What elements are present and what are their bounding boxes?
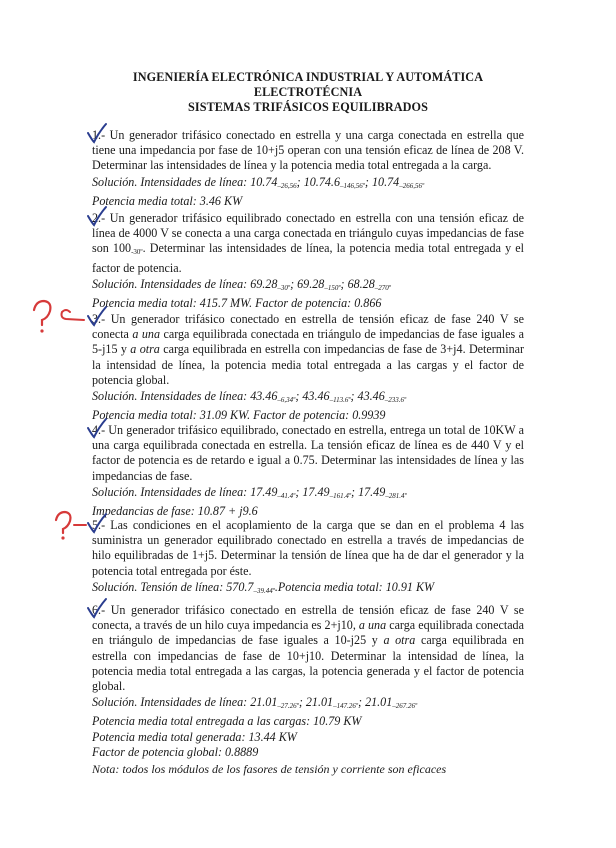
problem-statement <box>92 423 524 484</box>
header-line-2: ELECTROTÉCNIA <box>253 85 363 99</box>
question-mark-dot <box>61 536 64 539</box>
problem-statement <box>92 518 524 579</box>
problem-solution <box>92 580 524 599</box>
solution-line: Impedancias de fase: 10.87 + j9.6 <box>92 504 258 519</box>
problem-text: - Un generador trifásico equilibrado conectado en estrella con una tensión eficaz de línea de 4000 V se conecta a una carga conectada en triángulo cuyas impedancias de fase son $100_{-30º}$. Determinar las intensidades de línea, la potencia media total entregada y el factor de potencia. <box>92 211 524 275</box>
problem-solution <box>92 175 524 209</box>
problem-solution <box>92 277 524 311</box>
problem-6 <box>92 603 524 760</box>
question-mark-icon <box>56 512 70 533</box>
solution-line: Potencia media total: 415.7 MW. Factor de potencia: 0.866 <box>92 296 382 311</box>
problem-solution <box>92 389 524 423</box>
problem-number: 3. <box>92 312 102 326</box>
problem-3 <box>92 312 524 423</box>
solution-line: Solución. Intensidades de línea: $17.49_{-41.4º}$; $17.49_{-161.4º}$; $17.49_{-281.4º}$ <box>92 484 407 500</box>
problem-1 <box>92 128 524 209</box>
solution-line: Factor de potencia global: 0.8889 <box>92 744 259 759</box>
problem-text: - Un generador trifásico conectado en estrella y una carga conectada en estrella que tiene una impedancia por fase de 10+j5 operan con una tensión eficaz de línea de 208 V. Determinar las intensidades de línea y la potencia media total entregada a la carga. <box>92 128 524 173</box>
problem-solution <box>92 485 524 519</box>
problem-5 <box>92 518 524 599</box>
problem-text: - Un generador trifásico equilibrado, conectado en estrella, entrega un total de 10KW a una carga equilibrada conectada en estrella. La tensión eficaz de línea es de 440 V y el factor de potencia es de retardo e igual a 0.75. Determinar las intensidades de línea y las impedancias de fase. <box>92 423 524 483</box>
document-header <box>0 70 616 115</box>
problem-4 <box>92 423 524 519</box>
red-arrow-icon <box>62 310 85 320</box>
header-line-1: INGENIERÍA ELECTRÓNICA INDUSTRIAL Y AUTOMÁTICA <box>132 70 484 84</box>
problem-number: 5. <box>92 518 102 532</box>
solution-line: Potencia media total: 3.46 KW <box>92 193 243 208</box>
solution-line: Solución. Intensidades de línea: $21.01_{-27.26º}$; $21.01_{-147.26º}$; $21.01_{-267.26º}$ <box>92 695 418 711</box>
solution-line: Solución. Intensidades de línea: $69.28_{-30º}$; $69.28_{-150º}$; $68.28_{-270º}$ <box>92 276 391 292</box>
solution-line: Potencia media total: 31.09 KW. Factor de potencia: 0.9939 <box>92 408 386 423</box>
solution-line: Solución. Intensidades de línea: $10.74_{-26,56}$; $10.74.6_{-146,56º}$; $10.74_{-266,56º}$ <box>92 174 425 190</box>
problem-text: - Un generador trifásico conectado en estrella de tensión eficaz de fase 240 V se conecta a una carga equilibrada conectada en triángulo de impedancias de fase iguales a 5-j15 y a otra carga equilibrada en estrella con impedancias de fase de 3+j4. Determinar la intensidad de línea, la potencia media total entregada a las cargas y el factor de potencia global. <box>92 312 525 387</box>
solution-line: Potencia media total entregada a las cargas: 10.79 KW <box>92 714 362 729</box>
problem-statement <box>92 603 524 694</box>
problem-text: - Un generador trifásico conectado en estrella de tensión eficaz de fase 240 V se conecta, a través de un hilo cuya impedancia es 2+j10, a una carga equilibrada conectada en triángulo de impedancias de fase iguales a 10-j25 y a otra carga equilibrada en estrella con impedancias de fase de 10+j10. Determinar la intensidad de línea, la potencia media total entregada a las cargas, la potencia generada y el factor de potencia global. <box>92 603 524 694</box>
problem-number: 1. <box>92 128 102 142</box>
problem-statement <box>92 211 524 276</box>
problem-text: - Las condiciones en el acoplamiento de la carga que se dan en el problema 4 las suministra un generador equilibrado conectado en estrella a través de impedancias de hilo equilibradas de 1+j5. Determinar la tensión de línea que ha de dar el generador y la potencia total entregada por éste. <box>92 518 524 578</box>
solution-line: Solución. Intensidades de línea: $43.46_{-6,34º}$; $43.46_{-113.6º}$; $43.46_{-233.6º}$ <box>92 389 407 405</box>
problem-solution <box>92 695 524 760</box>
solution-line: Solución. Tensión de línea: $570.7_{-39.44º}.Potencia$ media total: 10.91 KW <box>92 579 435 595</box>
problem-number: 4. <box>92 423 102 437</box>
problem-statement <box>92 312 524 388</box>
footnote: Nota: todos los módulos de los fasores de tensión y corriente son eficaces <box>92 762 447 776</box>
problem-statement <box>92 128 524 174</box>
problem-2 <box>92 211 524 311</box>
question-mark-icon <box>34 301 50 325</box>
problem-number: 6. <box>92 603 102 617</box>
solution-line: Potencia media total generada: 13.44 KW <box>92 729 297 744</box>
question-mark-dot <box>40 329 43 332</box>
header-line-3: SISTEMAS TRIFÁSICOS EQUILIBRADOS <box>187 100 429 114</box>
problem-number: 2. <box>92 211 102 225</box>
